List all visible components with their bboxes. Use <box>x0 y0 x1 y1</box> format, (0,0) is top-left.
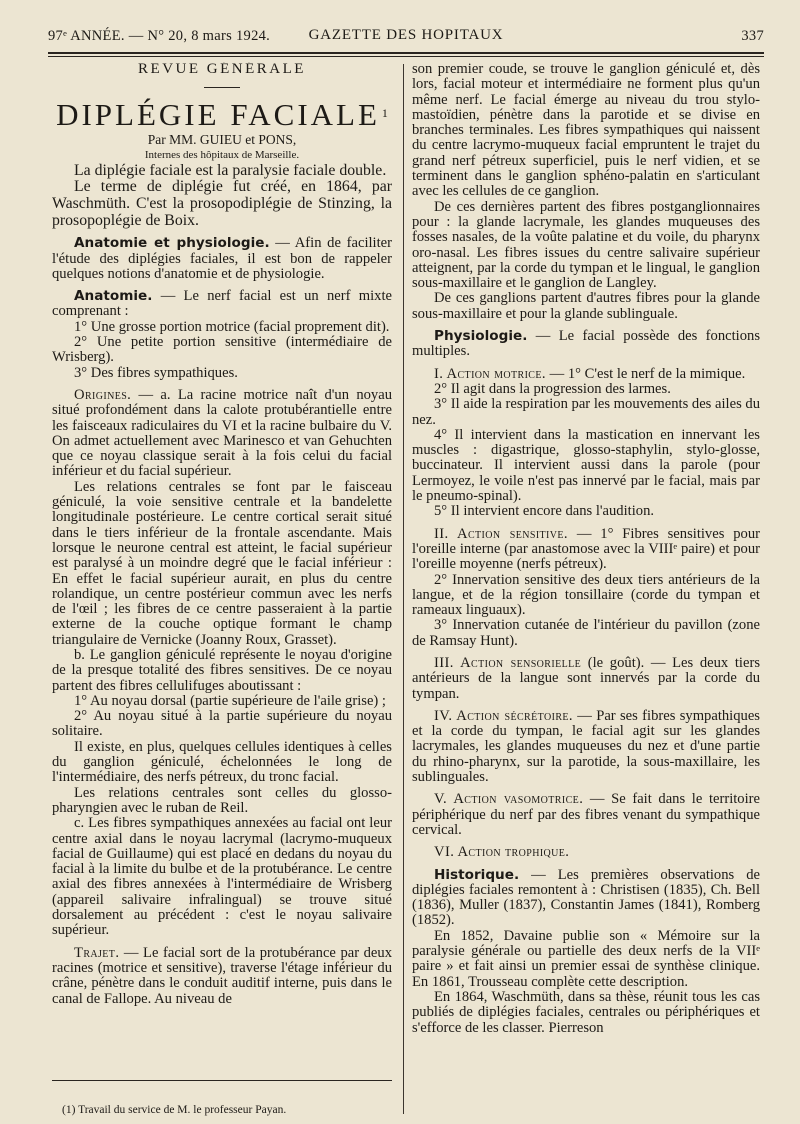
sensitive-action-item: 2° Innervation sensitive des deux tiers antérieurs de la langue, et de la région tonsillaire (corde du tympan et rameaux linguaux). <box>412 571 760 619</box>
history-heading: Historique. <box>434 866 520 883</box>
anatomy-paragraph <box>52 289 392 320</box>
column-divider <box>403 64 404 1114</box>
postganglionic-paragraph: De ces dernières partent des fibres postganglionnaires pour : la glande lacrymale, les glandes muqueuses des fosses nasales, de la voûte palatine et du voile, du pharynx oro-nasal. Les fibres issues du centre salivaire supérieur atteignent, par la corde du tympan et le lingual, le ganglion sous-maxillaire et le ganglion de Langley. <box>412 198 760 292</box>
left-column <box>52 62 392 1116</box>
right-column <box>412 62 760 1116</box>
section-title: REVUE GÉNÉRALE <box>138 62 306 77</box>
origins-b-paragraph: b. Le ganglion géniculé représente le noyau d'origine de la presque totalité des fibres sensitives. De ce noyau partent des fibres cellulifuges aboutissant : <box>52 646 392 694</box>
intro-paragraph-2: Le terme de diplégie fut créé, en 1864, par Waschmüth. C'est la prosopodiplégie de Stinzing, la prosopoplégie de Boix. <box>52 178 392 229</box>
page-number: 337 <box>741 28 764 44</box>
footnote: (1) Travail du service de M. le professeur Payan. <box>62 1103 287 1116</box>
sensitive-action-label: II. Action sensitive. <box>434 525 568 542</box>
history-paragraph <box>412 868 760 929</box>
authors: Par MM. GUIEU et PONS, <box>147 132 297 148</box>
sensory-action-paragraph <box>412 656 760 702</box>
sensitive-action-text: — 1° Fibres sensitives pour l'oreille interne (par anastomose avec la VIIIᵉ paire) et pour l'oreille moyenne (nerfs pétreux). <box>412 525 760 573</box>
continued-paragraph: son premier coude, se trouve le ganglion géniculé et, dès lors, facial moteur et intermédiaire ne forment plus qu'un même nerf. Le facial émerge au niveau du trou stylo-mastoïdien, pénètre dans la parotide et se divise en branches terminales. Les fibres sympathiques qui naissent du centre lacrymo-muqueux facial empruntent le trajet du grand nerf pétreux superficiel, puis le nerf vidien, et se terminent dans le ganglion sphéno-palatin en s'articulant avec les cellules de ce ganglion. <box>412 62 760 200</box>
trophic-action-paragraph <box>412 845 760 860</box>
physiology-paragraph <box>412 329 760 360</box>
anatomy-physiology-heading: Anatomie et physiologie. <box>74 235 270 252</box>
sensory-action-text: (le goût). — Les deux tiers antérieurs de la langue sont innervés par la corde du tympan. <box>412 654 760 702</box>
motor-action-item: 2° Il agit dans la progression des larmes. <box>434 380 671 397</box>
affiliation: Internes des hôpitaux de Marseille. <box>144 148 300 161</box>
anatomy-item: 3° Des fibres sympathiques. <box>74 364 238 381</box>
motor-action-label: I. Action motrice. <box>434 365 546 382</box>
secretory-action-label: IV. Action sécrétoire. <box>434 707 573 724</box>
issue-line: 97ᵉ ANNÉE. — N° 20, 8 mars 1924. <box>48 28 271 44</box>
journal-name: GAZETTE DES HOPITAUX <box>308 27 504 43</box>
history-paragraph-2: En 1852, Davaine publie son « Mémoire sur la paralysie générale ou partielle des deux nerfs de la VIIᵉ paire » et fait ainsi un premier essai de synthèse clinique. En 1861, Trousseau complète cette description. <box>412 927 760 990</box>
trophic-action-label: VI. Action trophique. <box>434 844 570 861</box>
origins-b-item: 2° Au noyau situé à la partie supérieure du noyau solitaire. <box>52 708 392 740</box>
history-paragraph-3: En 1864, Waschmüth, dans sa thèse, réunit tous les cas publiés de diplégies faciales, centrales ou périphériques et s'efforce de les classer. Pierreson <box>412 988 760 1036</box>
vasomotor-action-paragraph <box>412 792 760 838</box>
motor-action-item: 4° Il intervient dans la mastication en innervant les muscles : digastrique, glosso-staphylin, stylo-glosse, buccinateur. Il intervient aussi dans la parole (pour Lermoyez, le voile n'est pas innervé par le facial, mais par le pneumo-spinal). <box>412 426 760 505</box>
anatomy-text: — Le nerf facial est un nerf mixte comprenant : <box>52 288 392 320</box>
origins-central-paragraph: Les relations centrales se font par le faisceau géniculé, la voie sensitive centrale et la bandelette longitudinale postérieure. Le centre cortical serait situé dans le tiers inférieur de la frontale ascendante. Mais lorsque le neurone central est atteint, le facial supérieur est paralysé à un moindre degré que le facial inférieur : En effet le facial supérieur aurait, en plus du centre rolandique, un centre postérieur commun avec les nerfs de l'œil ; les fibres de ce centre passeraient à la partie externe de la couche optique formant le champ triangulaire de Vernicke (Joanny Roux, Grasset). <box>52 478 392 648</box>
motor-action-paragraph <box>412 367 760 382</box>
anatomy-item: 2° Une petite portion sensitive (intermédiaire de Wrisberg). <box>52 334 392 366</box>
footnote-rule <box>52 1080 392 1081</box>
secretory-action-text: — Par ses fibres sympathiques et la corde du tympan, le facial agit sur les glandes lacrymales, les glandes muqueuses du nez et d'une partie du rhino-pharynx, sur la parotide, la sous-maxillaire, les sublinguales. <box>412 707 760 786</box>
vasomotor-action-label: V. Action vasomotrice. <box>434 791 584 808</box>
ganglia-paragraph: De ces ganglions partent d'autres fibres pour la glande sous-maxillaire et pour la glande sublinguale. <box>412 290 760 322</box>
physiology-text: — Le facial possède des fonctions multiples. <box>412 328 760 360</box>
trajet-label: Trajet. <box>74 944 120 961</box>
vasomotor-action-text: — Se fait dans le territoire périphérique du nerf par des fibres venant du sympathique cervical. <box>412 791 760 838</box>
motor-action-item: 3° Il aide la respiration par les mouvements des ailes du nez. <box>412 396 760 428</box>
anatomy-physiology-paragraph <box>52 236 392 282</box>
motor-action-text: — 1° C'est le nerf de la mimique. <box>545 365 746 382</box>
sensitive-action-paragraph <box>412 527 760 573</box>
origins-label: Origines. <box>74 386 132 403</box>
intro-paragraph-1: La diplégie faciale est la paralysie faciale double. <box>74 161 387 179</box>
origins-a-text: — a. La racine motrice naît d'un noyau situé profondément dans la calote protubérantielle entre les faisceaux radiculaires du VI et la racine bulbaire du V. On admet actuellement avec Marinesco et van Gehuchten que ce noyau classique serait à la fois celui du facial inférieur et du facial supérieur. <box>52 386 392 480</box>
history-text: — Les premières observations de diplégies faciales remontent à : Christisen (1835), Ch. Bell (1836), Muller (1837), Constantin James (1841), Romberg (1852). <box>412 866 760 929</box>
sensory-action-label: III. Action sensorielle <box>434 654 582 671</box>
sensitive-action-item: 3° Innervation cutanée de l'intérieur du pavillon (zone de Ramsay Hunt). <box>412 617 760 649</box>
title-rule <box>204 87 240 88</box>
article-title <box>52 98 392 132</box>
header-rule <box>48 52 764 54</box>
article-title-text: DIPLÉGIE FACIALE <box>56 97 380 133</box>
physiology-heading: Physiologie. <box>434 328 528 345</box>
motor-action-item: 5° Il intervient encore dans l'audition. <box>434 503 655 520</box>
trajet-paragraph <box>52 946 392 1007</box>
origins-paragraph <box>52 388 392 480</box>
anatomy-physiology-text: — Afin de faciliter l'étude des diplégies faciales, il est bon de rappeler quelques notions d'anatomie et de physiologie. <box>52 235 392 282</box>
origins-b-more: Il existe, en plus, quelques cellules identiques à celles du ganglion géniculé, échelonnées le long de l'intermédiaire, des nerfs pétreux, du tronc facial. <box>52 738 392 786</box>
header-rule-thin <box>48 56 764 57</box>
secretory-action-paragraph <box>412 709 760 785</box>
anatomy-heading: Anatomie. <box>74 288 153 305</box>
title-footnote-mark: 1 <box>381 106 388 121</box>
anatomy-item: 1° Une grosse portion motrice (facial proprement dit). <box>74 318 390 335</box>
origins-c-paragraph: c. Les fibres sympathiques annexées au facial ont leur centre axial dans le noyau lacrymal (lacrymo-muqueux facial de Guillaume) qui est placé en dedans du noyau du facial à la limite du bulbe et de la protubérance. Le centre axial des fibres annexées à l'intermédiaire de Wrisberg (appareil salivaire infralingual) se trouve situé dorsalement au précédent : c'est le noyau salivaire supérieur. <box>52 815 392 939</box>
running-header <box>48 24 764 50</box>
origins-b-item: 1° Au noyau dorsal (partie supérieure de l'aile grise) ; <box>74 692 386 709</box>
trajet-text: — Le facial sort de la protubérance par deux racines (motrice et sensitive), traverse l'étage inférieur du crâne, pénètre dans le conduit auditif interne, puis dans le canal de Fallope. Au niveau de <box>52 944 392 1007</box>
origins-b-central: Les relations centrales sont celles du glosso-pharyngien avec le ruban de Reil. <box>52 784 392 816</box>
